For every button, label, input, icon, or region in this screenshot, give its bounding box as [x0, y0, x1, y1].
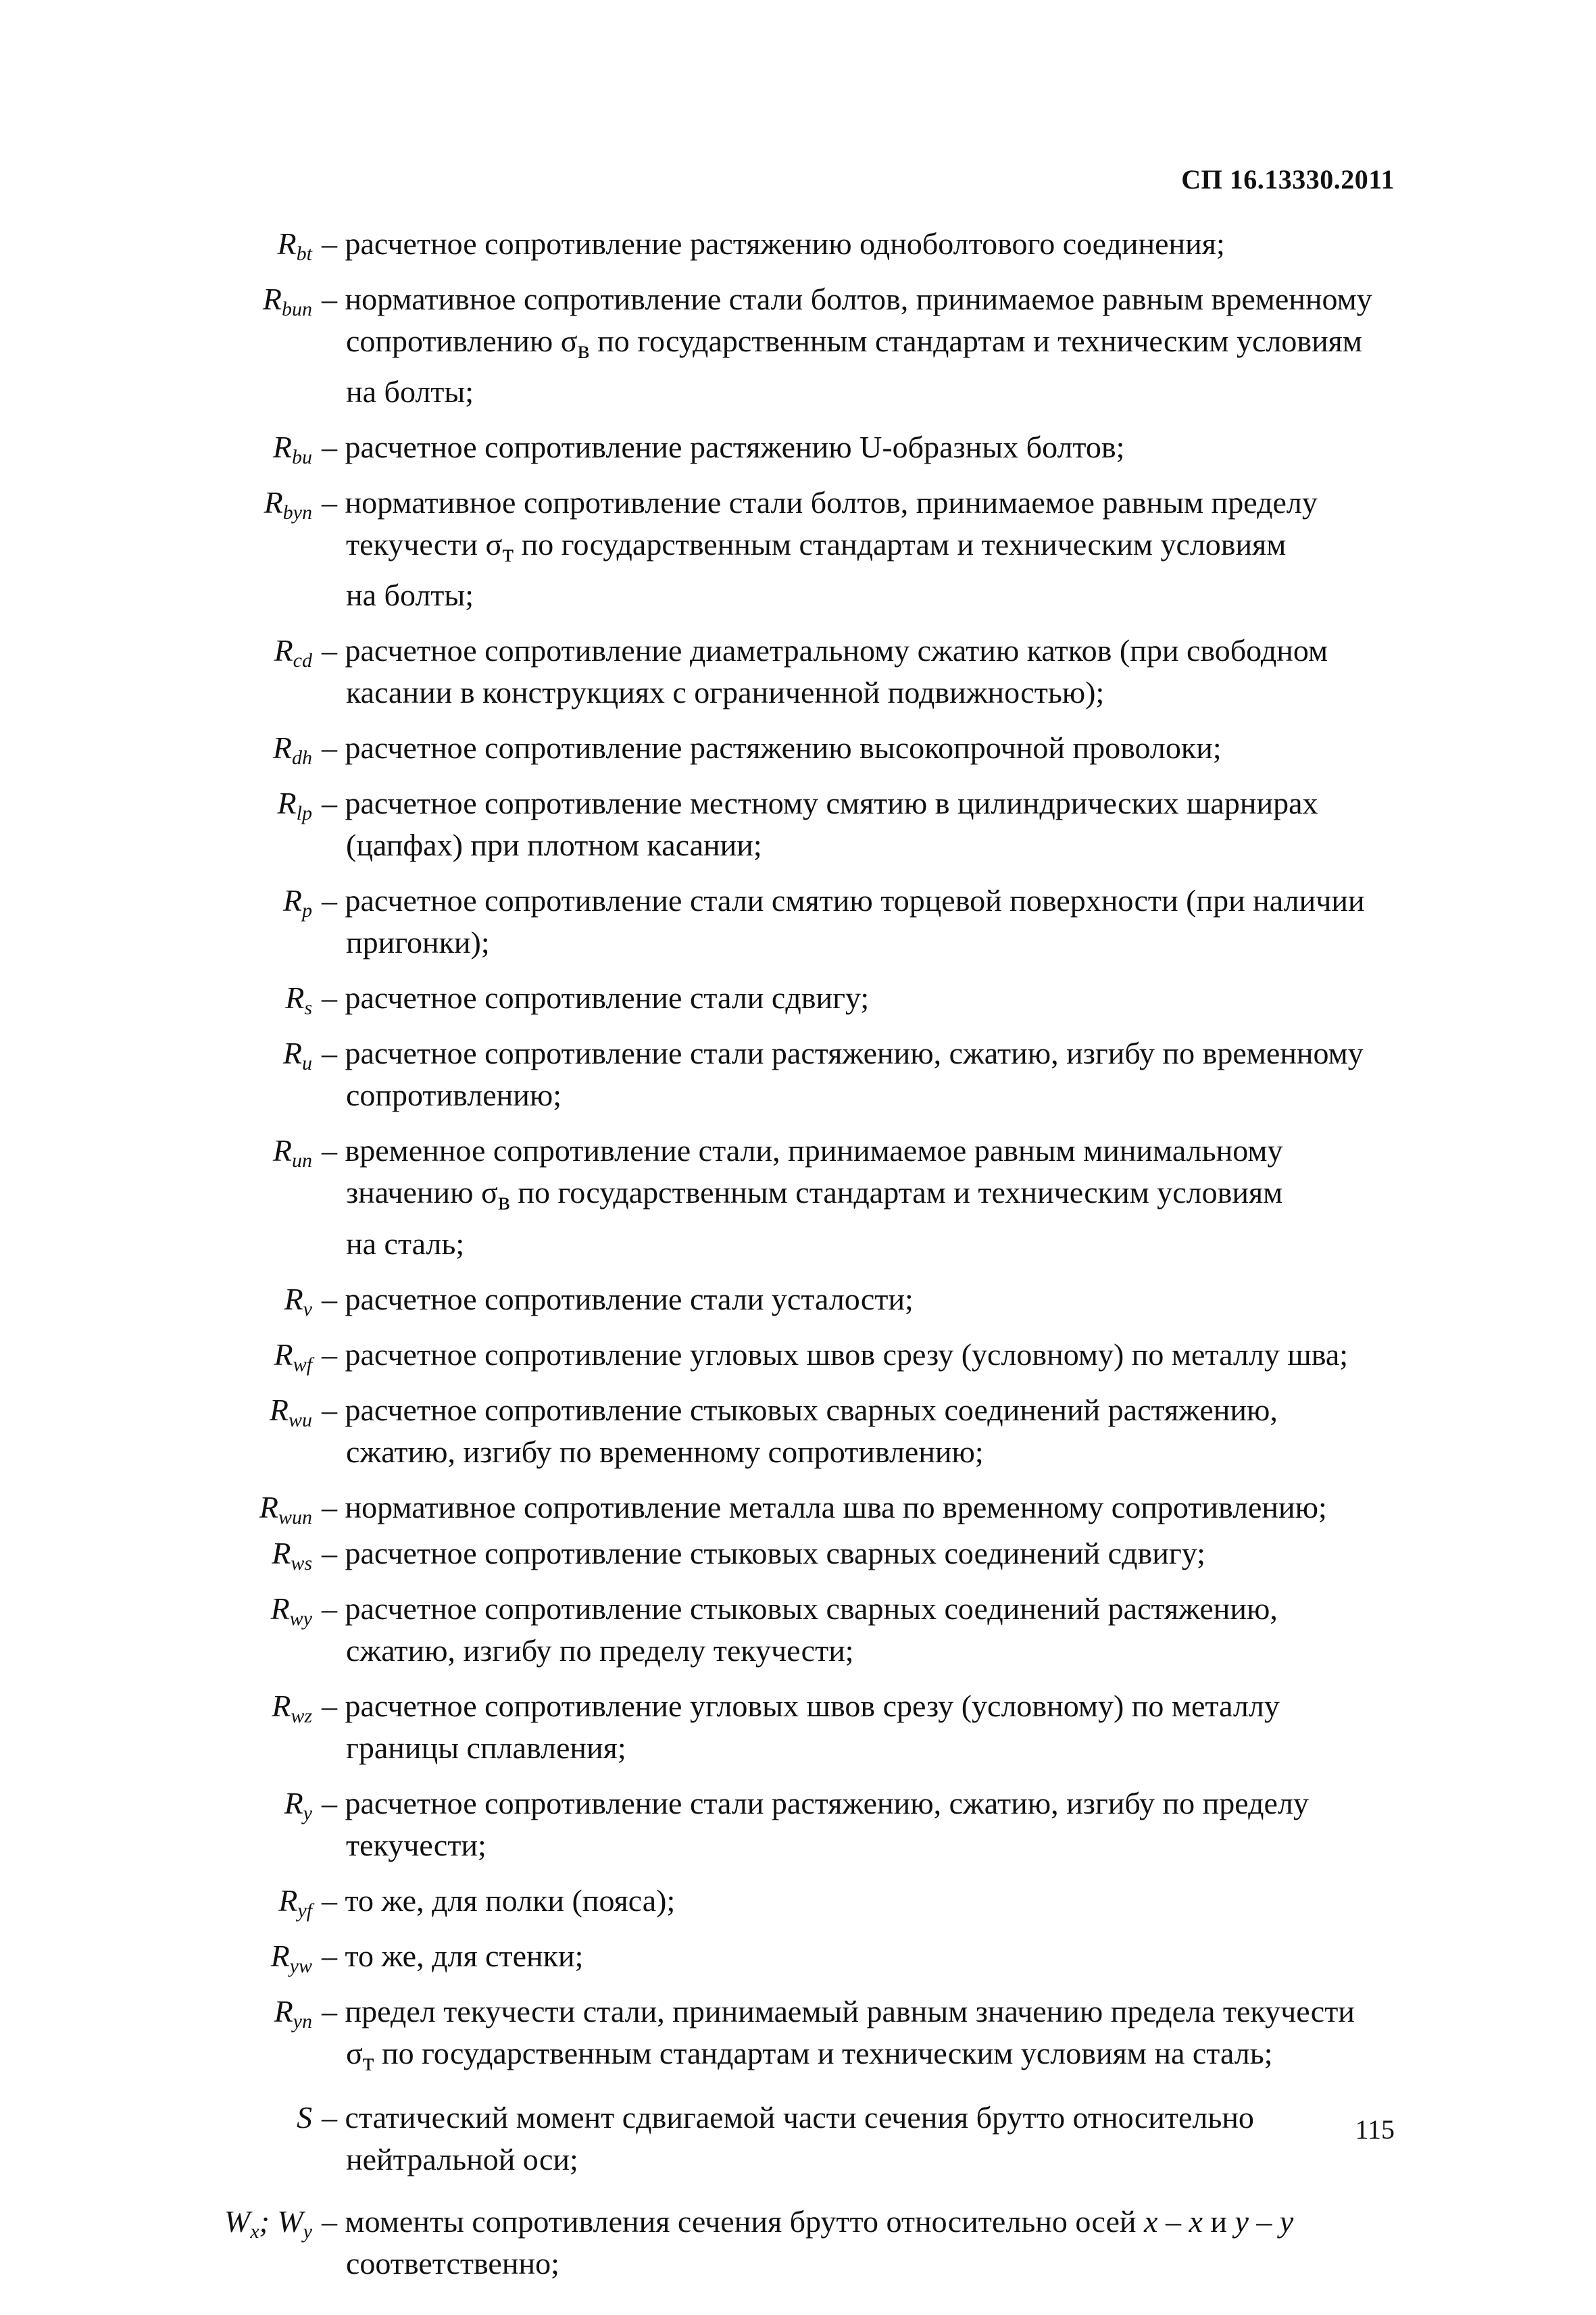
symbol-definitions-list	[0, 223, 1596, 2285]
definition-text	[322, 630, 1395, 714]
symbol: $R_{yn}$	[274, 1993, 312, 2033]
definition-line: – расчетное сопротивление местному смятию в цилиндрических шарнирах	[322, 786, 1318, 821]
definition-entry	[0, 1130, 1596, 1264]
definition-text	[322, 1130, 1395, 1264]
definition-line: сопротивлению;	[346, 1078, 562, 1113]
definition-text	[322, 782, 1395, 866]
definition-entry	[0, 630, 1596, 714]
definition-text	[322, 880, 1395, 964]
document-code: СП 16.13330.2011	[1181, 164, 1395, 195]
definition-entry	[0, 482, 1596, 616]
definition-text	[322, 223, 1395, 265]
definition-line: нейтральной оси;	[346, 2141, 578, 2176]
definition-text	[322, 1991, 1395, 2083]
definition-entry	[0, 1487, 1596, 1528]
definition-entry	[0, 1533, 1596, 1574]
definition-text	[322, 278, 1395, 413]
definition-entry	[0, 1334, 1596, 1376]
definition-line: касании в конструкциях с ограниченной подвижностью);	[346, 675, 1105, 710]
definition-line: – нормативное сопротивление стали болтов, принимаемое равным пределу	[322, 485, 1318, 520]
definition-text	[322, 482, 1395, 616]
definition-text	[322, 1935, 1395, 1977]
symbol: $R_s$	[285, 980, 312, 1020]
definition-entry	[0, 1389, 1596, 1473]
definition-line: – то же, для стенки;	[322, 1938, 584, 1973]
definition-entry	[0, 1991, 1596, 2083]
definition-entry	[0, 977, 1596, 1019]
definition-entry	[0, 880, 1596, 964]
definition-line: – расчетное сопротивление растяжению U-образных болтов;	[322, 430, 1125, 465]
definition-line: сжатию, изгибу по пределу текучести;	[346, 1633, 854, 1668]
definition-line: соответственно;	[346, 2245, 559, 2281]
symbol: $R_{lp}$	[277, 786, 312, 825]
symbol: $R_y$	[284, 1785, 312, 1824]
definition-line: (цапфах) при плотном касании;	[346, 828, 762, 863]
definition-text	[322, 1334, 1395, 1376]
definition-text	[322, 1278, 1395, 1320]
symbol: $R_{byn}$	[264, 485, 312, 524]
definition-line: – предел текучести стали, принимаемый равным значению предела текучести	[322, 1993, 1355, 2028]
definition-line: – расчетное сопротивление стыковых сварных соединений растяжению,	[322, 1591, 1278, 1626]
symbol: $R_{wun}$	[259, 1489, 312, 1528]
symbol: $R_{wf}$	[274, 1337, 312, 1376]
definition-text	[322, 1032, 1395, 1116]
definition-text	[322, 2201, 1395, 2285]
definition-line: сжатию, изгибу по временному сопротивлению;	[346, 1434, 984, 1469]
symbol: $R_{yf}$	[278, 1883, 312, 1922]
definition-line: – расчетное сопротивление диаметральному сжатию катков (при свободном	[322, 633, 1328, 668]
definition-entry	[0, 223, 1596, 265]
definition-entry	[0, 782, 1596, 866]
definition-entry	[0, 278, 1596, 413]
definition-entry	[0, 727, 1596, 769]
definition-line: – нормативное сопротивление стали болтов, принимаемое равным временному	[322, 282, 1372, 316]
symbol: $W_x$; $W_y$	[224, 2204, 312, 2243]
symbol: $R_{yw}$	[270, 1938, 312, 1977]
definition-text	[322, 727, 1395, 769]
definition-entry	[0, 1783, 1596, 1866]
symbol: $R_{wz}$	[272, 1688, 312, 1727]
symbol: $R_{wu}$	[269, 1392, 312, 1431]
definition-line: – расчетное сопротивление стали растяжению, сжатию, изгибу по пределу	[322, 1785, 1309, 1820]
definition-line: – то же, для полки (пояса);	[322, 1883, 676, 1918]
definition-line: текучести $\sigma_т$ по государственным стандартам и техническим условиям	[346, 527, 1287, 568]
definition-line: – временное сопротивление стали, принимаемое равным минимальному	[322, 1133, 1283, 1168]
definition-line: – расчетное сопротивление стали сдвигу;	[322, 980, 870, 1016]
definition-line: – расчетное сопротивление стали смятию торцевой поверхности (при наличии	[322, 883, 1365, 918]
definition-line: – расчетное сопротивление растяжению одноболтового соединения;	[322, 226, 1225, 261]
definition-line: – расчетное сопротивление угловых швов срезу (условному) по металлу	[322, 1688, 1280, 1723]
definition-line: – нормативное сопротивление металла шва по временному сопротивлению;	[322, 1489, 1327, 1524]
symbol: $R_{bun}$	[262, 282, 312, 320]
definition-entry	[0, 426, 1596, 468]
definition-line: – моменты сопротивления сечения брутто относительно осей x – x и y – y	[322, 2204, 1294, 2239]
definition-line: значению $\sigma_в$ по государственным стандартам и техническим условиям	[346, 1175, 1283, 1216]
definition-entry	[0, 2201, 1596, 2285]
symbol: $R_{bt}$	[277, 226, 312, 265]
definition-line: – расчетное сопротивление стали растяжению, сжатию, изгибу по временному	[322, 1036, 1364, 1071]
symbol: $R_u$	[282, 1036, 312, 1075]
definition-entry	[0, 1032, 1596, 1116]
definition-line: – статический момент сдвигаемой части сечения брутто относительно	[322, 2099, 1254, 2135]
definition-line: на сталь;	[346, 1226, 465, 1261]
page-number: 115	[1355, 2114, 1395, 2145]
symbol: $R_{ws}$	[272, 1535, 312, 1574]
symbol: $R_{un}$	[272, 1133, 312, 1172]
definition-text	[322, 1685, 1395, 1769]
definition-entry	[0, 1935, 1596, 1977]
definition-text	[322, 1588, 1395, 1672]
definition-text	[322, 1487, 1395, 1528]
definition-text	[322, 1783, 1395, 1866]
definition-entry	[0, 1278, 1596, 1320]
definition-line: – расчетное сопротивление стали усталости;	[322, 1281, 914, 1316]
definition-text	[322, 1389, 1395, 1473]
symbol: S	[297, 2099, 312, 2135]
symbol: $R_{dh}$	[272, 730, 312, 770]
definition-line: – расчетное сопротивление угловых швов срезу (условному) по металлу шва;	[322, 1337, 1349, 1372]
definition-line: текучести;	[346, 1827, 487, 1862]
symbol: $R_{bu}$	[272, 430, 312, 469]
definition-line: границы сплавления;	[346, 1730, 626, 1765]
definition-line: – расчетное сопротивление растяжению высокопрочной проволоки;	[322, 730, 1222, 766]
definition-line: сопротивлению $\sigma_в$ по государственным стандартам и техническим условиям	[346, 324, 1362, 365]
definition-line: на болты;	[346, 578, 474, 613]
definition-text	[322, 2097, 1395, 2181]
definition-entry	[0, 1685, 1596, 1769]
definition-entry	[0, 1588, 1596, 1672]
definition-text	[322, 1533, 1395, 1574]
definition-text	[322, 426, 1395, 468]
definition-text	[322, 977, 1395, 1019]
definition-line: на болты;	[346, 374, 474, 409]
symbol: $R_v$	[284, 1281, 312, 1320]
definition-entry	[0, 1880, 1596, 1922]
symbol: $R_p$	[282, 883, 312, 922]
symbol: $R_{wy}$	[270, 1591, 312, 1630]
definition-text	[322, 1880, 1395, 1922]
definition-line: – расчетное сопротивление стыковых сварных соединений растяжению,	[322, 1392, 1278, 1427]
symbol: $R_{cd}$	[274, 633, 312, 672]
definition-line: пригонки);	[346, 925, 490, 960]
definition-line: $\sigma_т$ по государственным стандартам и техническим условиям на сталь;	[346, 2035, 1273, 2076]
definition-line: – расчетное сопротивление стыковых сварных соединений сдвигу;	[322, 1535, 1205, 1570]
